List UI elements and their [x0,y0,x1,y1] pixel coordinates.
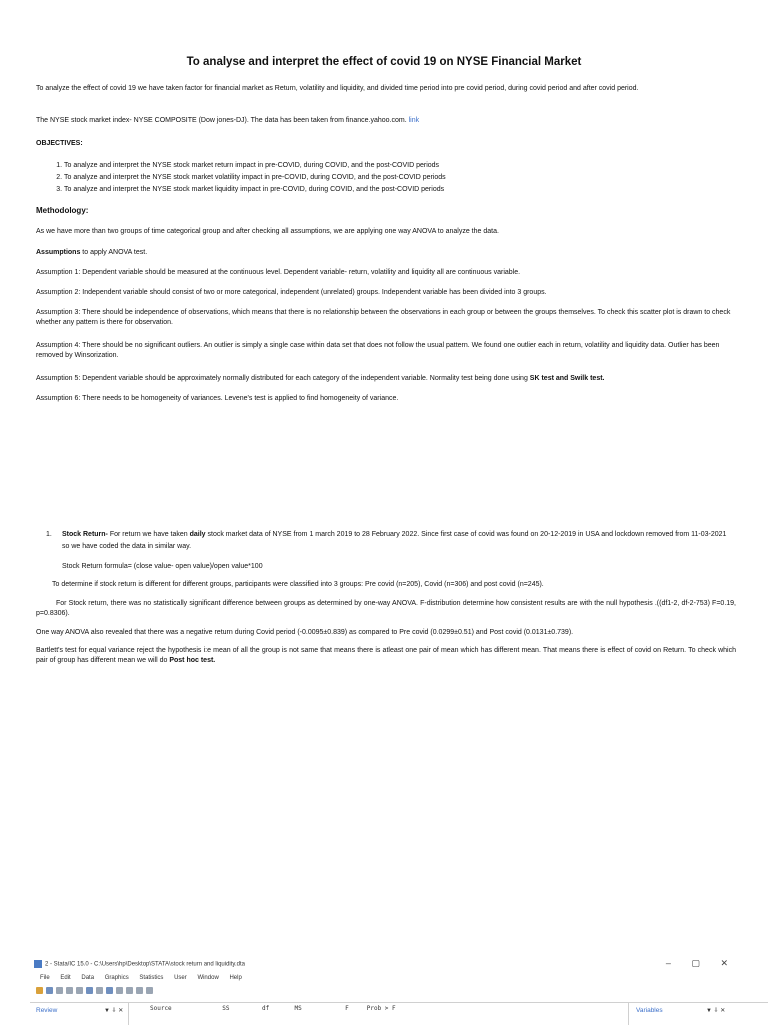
document-title: To analyse and interpret the effect of covid 19 on NYSE Financial Market [186,56,582,68]
stock-return-text-a: For return we have taken [107,531,190,538]
close-icon[interactable]: ✕ [720,958,728,968]
objective-item: 2. To analyze and interpret the NYSE stock market volatility impact in pre-COVID, during COVID, and the post-COVID periods [64,172,754,184]
do-file-icon[interactable] [96,987,103,994]
stata-window [30,956,768,1024]
daily-label: daily [189,531,206,538]
more-icon[interactable] [136,987,143,994]
variables-pane-label[interactable]: Variables [636,1007,663,1014]
assumptions-intro [36,248,736,258]
post-hoc-label: Post hoc test. [169,657,216,664]
stock-return-text-b: stock market data of NYSE from 1 march 2019 to 28 February 2022. Since first case of covid was found on 20-12-2019 in USA and lockdown removed from 11-03-2021 so we have coded the data in similar way. [62,531,727,550]
menu-graphics[interactable]: Graphics [104,975,129,981]
review-pane-controls[interactable]: ▼ ⇩ ✕ [104,1008,124,1014]
source-link[interactable]: link [408,117,420,124]
menu-help[interactable]: Help [229,975,242,981]
stata-toolbar [36,987,156,997]
assumption-3: Assumption 3: There should be independence of observations, which means that there is no relationship between the observations in each group or between the groups themselves. To check this scatter plot is drawn to check whether any pattern is there for observation. [36,309,731,326]
assumption-5-text: Assumption 5: Dependent variable should be approximately normally distributed for each category of the independent variable. Normality test being done using [36,375,530,382]
stata-title-bar [34,960,245,968]
variables-manager-icon[interactable] [126,987,133,994]
item-number: 1. [46,531,52,538]
objectives-heading: OBJECTIVES: [36,140,83,147]
index-paragraph [36,116,736,126]
methodology-heading: Methodology: [36,206,89,215]
objective-item: 1. To analyze and interpret the NYSE stock market return impact in pre-COVID, during COVID, and the post-COVID periods [64,160,754,172]
anova-output-header: Source SS df MS F Prob > F [150,1005,396,1012]
methodology-text: As we have more than two groups of time categorical group and after checking all assumptions, we are applying one way ANOVA to analyze the data. [36,228,499,235]
bartlett-paragraph [36,646,736,666]
menu-file[interactable]: File [40,975,50,981]
menu-statistics[interactable]: Statistics [139,975,164,981]
variables-pane-controls[interactable]: ▼ ⇩ ✕ [706,1008,726,1014]
assumptions-rest: to apply ANOVA test. [80,249,148,256]
print-icon[interactable] [56,987,63,994]
assumption-5-tests: SK test and Swilk test. [529,375,605,382]
negative-return-paragraph: One way ANOVA also revealed that there was a negative return during Covid period (-0.0095±0.839) as compared to Pre covid (0.0299±0.51) and Post covid (0.0131±0.739). [36,629,574,636]
break-icon[interactable] [146,987,153,994]
pane-divider[interactable] [628,1003,629,1025]
objective-item: 3. To analyze and interpret the NYSE stock market liquidity impact in pre-COVID, during COVID, and the post-COVID periods [64,184,754,196]
data-editor-icon[interactable] [106,987,113,994]
index-text: The NYSE stock market index- NYSE COMPOSITE (Dow jones-DJ). The data has been taken from finance.yahoo.com. [36,117,407,124]
open-icon[interactable] [36,987,43,994]
assumption-4: Assumption 4: There should be no significant outliers. An outlier is simply a single case within data set that does not follow the usual pattern. We found one outlier each in return, volatility and liquidity data. Outlier has been removed by Winsorization. [36,342,720,359]
save-icon[interactable] [46,987,53,994]
menu-window[interactable]: Window [197,975,219,981]
log-icon[interactable] [66,987,73,994]
groups-paragraph: To determine if stock return is different for different groups, participants were classified into 3 groups: Pre covid (n=205), Covid (n=306) and post covid (n=245). [52,581,544,588]
stata-window-title: 2 - Stata/IC 15.0 - C:\Users\hp\Desktop\STATA\stock return and liquidity.dta [45,961,245,968]
bartlett-text: Bartlett's test for equal variance reject the hypothesis i:e mean of all the group is not same that means there is atleast one pair of mean which has different mean. That means there is effect of covid on Return. To check which pair of group has different mean we will do [36,647,736,664]
stock-return-heading: Stock Return- [62,531,108,538]
stock-return-item [46,529,734,553]
menu-user[interactable]: User [174,975,187,981]
minimize-icon[interactable]: – [665,958,671,968]
stata-panes [30,1002,768,1025]
assumption-2: Assumption 2: Independent variable should consist of two or more categorical, independent (unrelated) groups. Independent variable has been divided into 3 groups. [36,289,547,296]
stock-return-formula: Stock Return formula= (close value- open value)/open value*100 [62,563,263,570]
assumption-6: Assumption 6: There needs to be homogeneity of variances. Levene's test is applied to find homogeneity of variance. [36,395,399,402]
pane-divider[interactable] [128,1003,129,1025]
stata-menubar [40,975,251,981]
assumptions-label: Assumptions [36,249,81,256]
objectives-list [36,160,754,196]
assumption-5 [36,374,736,384]
data-browser-icon[interactable] [116,987,123,994]
assumption-1: Assumption 1: Dependent variable should be measured at the continuous level. Dependent variable- return, volatility and liquidity all are continuous variable. [36,269,521,276]
anova-paragraph: For Stock return, there was no statistically significant difference between groups as determined by one-way ANOVA. F-distribution determine how consistent results are with the null hypothesis .((df1-2, df-2-753) F=0.19, p=0.8306). [36,600,736,617]
review-pane-label[interactable]: Review [36,1007,58,1014]
window-controls [648,958,728,969]
menu-edit[interactable]: Edit [60,975,71,981]
graph-icon[interactable] [86,987,93,994]
menu-data[interactable]: Data [81,975,95,981]
intro-paragraph: To analyze the effect of covid 19 we have taken factor for financial market as Return, volatility and liquidity, and divided time period into pre covid period, during covid period and after covid period. [36,85,639,92]
maximize-icon[interactable]: ▢ [691,958,700,968]
stata-app-icon [34,960,42,968]
viewer-icon[interactable] [76,987,83,994]
